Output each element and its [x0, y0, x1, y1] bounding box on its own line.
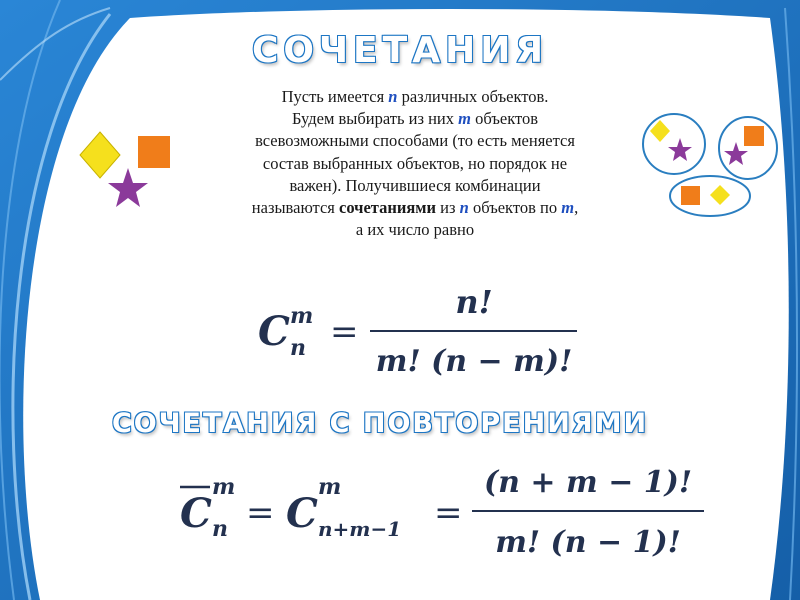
- formula-equals-2: =: [434, 493, 463, 533]
- formula-lhs-sup: m: [290, 303, 314, 329]
- objects-illustration-left: [70, 120, 190, 215]
- desc-line-5: важен). Получившиеся комбинации: [289, 175, 541, 195]
- formula-numerator: n!: [455, 283, 493, 321]
- desc-line-6: называются сочетаниями из n объектов по m,: [251, 198, 579, 218]
- formula-lhs-base: C: [258, 308, 290, 355]
- desc-line-1: Пусть имеется n различных объектов.: [281, 87, 549, 106]
- formula-equals-1: =: [246, 493, 275, 533]
- square-shape: [138, 136, 170, 168]
- square-shape: [744, 126, 764, 146]
- formula-lhs-sub: n: [212, 516, 228, 542]
- formula-lhs-base: C: [180, 490, 212, 537]
- formula-denominator: m! (n − 1)!: [495, 525, 681, 560]
- formula-mid-base: C: [286, 490, 318, 537]
- diamond-shape: [80, 132, 120, 178]
- slide-title: СОЧЕТАНИЯ: [251, 30, 549, 71]
- desc-line-3: всевозможными способами (то есть меняется: [255, 131, 575, 151]
- formula-denominator: m! (n − m)!: [375, 344, 573, 379]
- combinations-with-repetition-formula: [170, 452, 730, 567]
- combinations-illustration: [638, 108, 788, 223]
- formula-lhs-sup: m: [212, 474, 236, 500]
- description-paragraph: [185, 86, 645, 241]
- desc-line-4: состав выбранных объектов, но порядок не: [262, 153, 568, 173]
- formula-numerator: (n + m − 1)!: [483, 465, 693, 500]
- combinations-formula: [240, 275, 600, 385]
- desc-line-2: Будем выбирать из них m объектов: [291, 109, 539, 129]
- star-shape: [108, 168, 148, 207]
- section-title-repetitions: СОЧЕТАНИЯ С ПОВТОРЕНИЯМИ: [111, 408, 649, 439]
- formula-mid-sup: m: [318, 474, 342, 500]
- formula-equals: =: [330, 312, 359, 352]
- square-shape: [681, 186, 700, 205]
- formula-mid-sub: n+m−1: [318, 517, 402, 541]
- desc-line-7: а их число равно: [355, 220, 475, 240]
- group-ellipse: [643, 114, 705, 174]
- formula-lhs-sub: n: [290, 335, 306, 361]
